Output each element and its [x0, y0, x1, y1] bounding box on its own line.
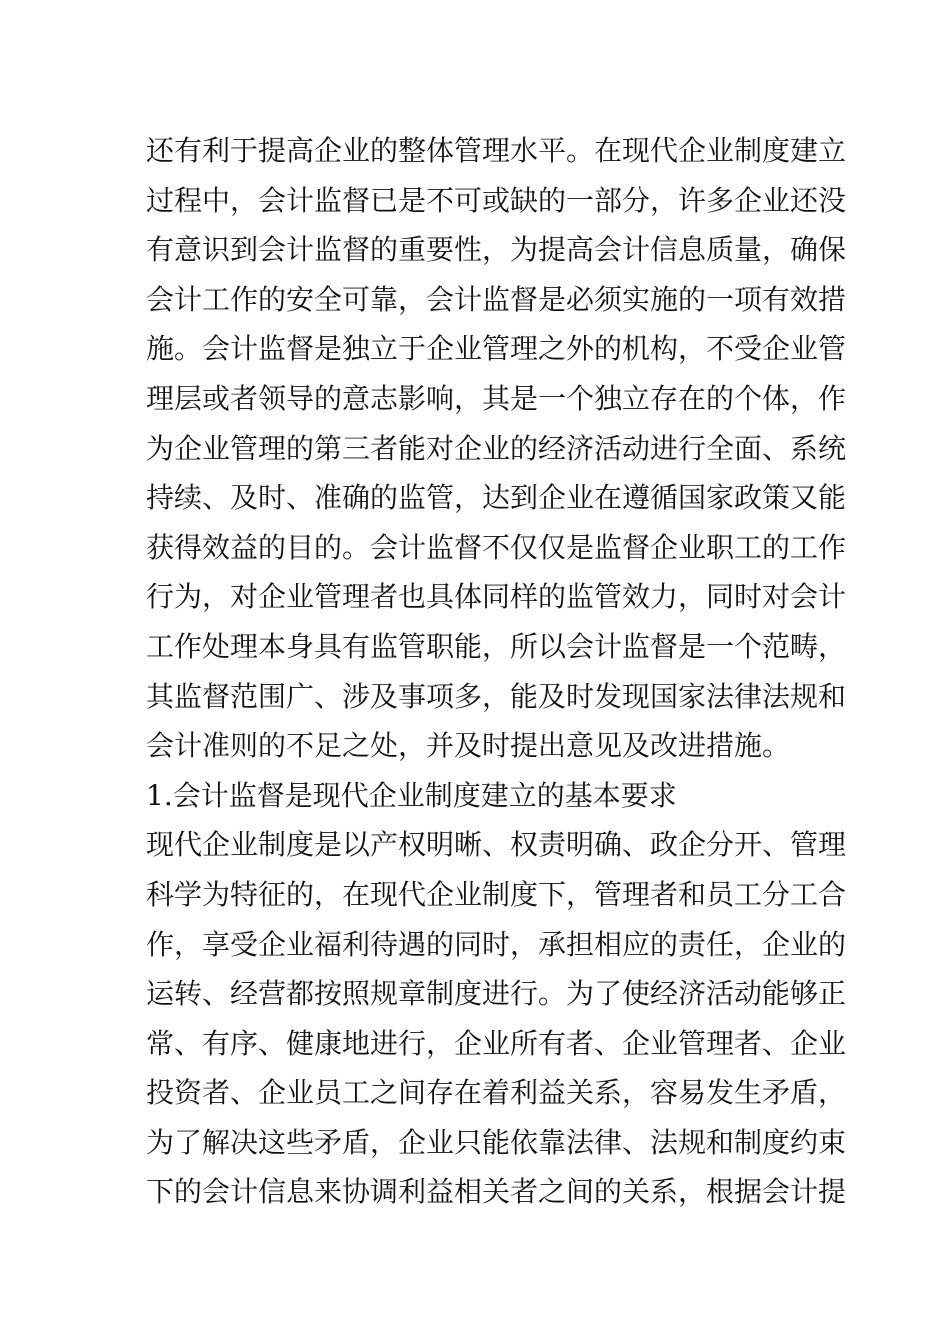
text-line: 常、有序、健康地进行，企业所有者、企业管理者、企业: [146, 1026, 847, 1060]
text-line: 获得效益的目的。会计监督不仅仅是监督企业职工的工作: [146, 530, 847, 564]
text-line: 持续、及时、准确的监管，达到企业在遵循国家政策又能: [146, 481, 847, 515]
text-line: 理层或者领导的意志影响，其是一个独立存在的个体，作: [146, 381, 847, 415]
text-line: 作，享受企业福利待遇的同时，承担相应的责任，企业的: [146, 927, 847, 961]
text-line: 还有利于提高企业的整体管理水平。在现代企业制度建立: [146, 134, 847, 167]
text-line: 施。会计监督是独立于企业管理之外的机构，不受企业管: [146, 332, 847, 366]
text-line: 行为，对企业管理者也具体同样的监管效力，同时对会计: [146, 580, 847, 614]
text-line: 科学为特征的，在现代企业制度下，管理者和员工分工合: [146, 877, 847, 911]
text-line: 有意识到会计监督的重要性，为提高会计信息质量，确保: [146, 233, 847, 267]
section-heading: 1.会计监督是现代企业制度建立的基本要求: [146, 778, 677, 812]
body-text: [146, 126, 847, 1217]
text-line: 会计工作的安全可靠，会计监督是必须实施的一项有效措: [146, 282, 847, 316]
text-line: 投资者、企业员工之间存在着利益关系，容易发生矛盾，: [146, 1076, 847, 1110]
paragraph-last-line: 会计准则的不足之处，并及时提出意见及改进措施。: [146, 729, 791, 763]
text-line: 过程中，会计监督已是不可或缺的一部分，许多企业还没: [146, 183, 847, 217]
text-line: 工作处理本身具有监管职能，所以会计监督是一个范畴，: [146, 629, 847, 663]
text-line: 运转、经营都按照规章制度进行。为了使经济活动能够正: [146, 977, 847, 1011]
text-line: 为了解决这些矛盾，企业只能依靠法律、法规和制度约束: [146, 1125, 847, 1159]
text-line: 现代企业制度是以产权明晰、权责明确、政企分开、管理: [146, 828, 847, 862]
text-line: 下的会计信息来协调利益相关者之间的关系，根据会计提: [146, 1175, 847, 1209]
text-line: 为企业管理的第三者能对企业的经济活动进行全面、系统: [146, 431, 847, 465]
text-line: 其监督范围广、涉及事项多，能及时发现国家法律法规和: [146, 679, 847, 713]
